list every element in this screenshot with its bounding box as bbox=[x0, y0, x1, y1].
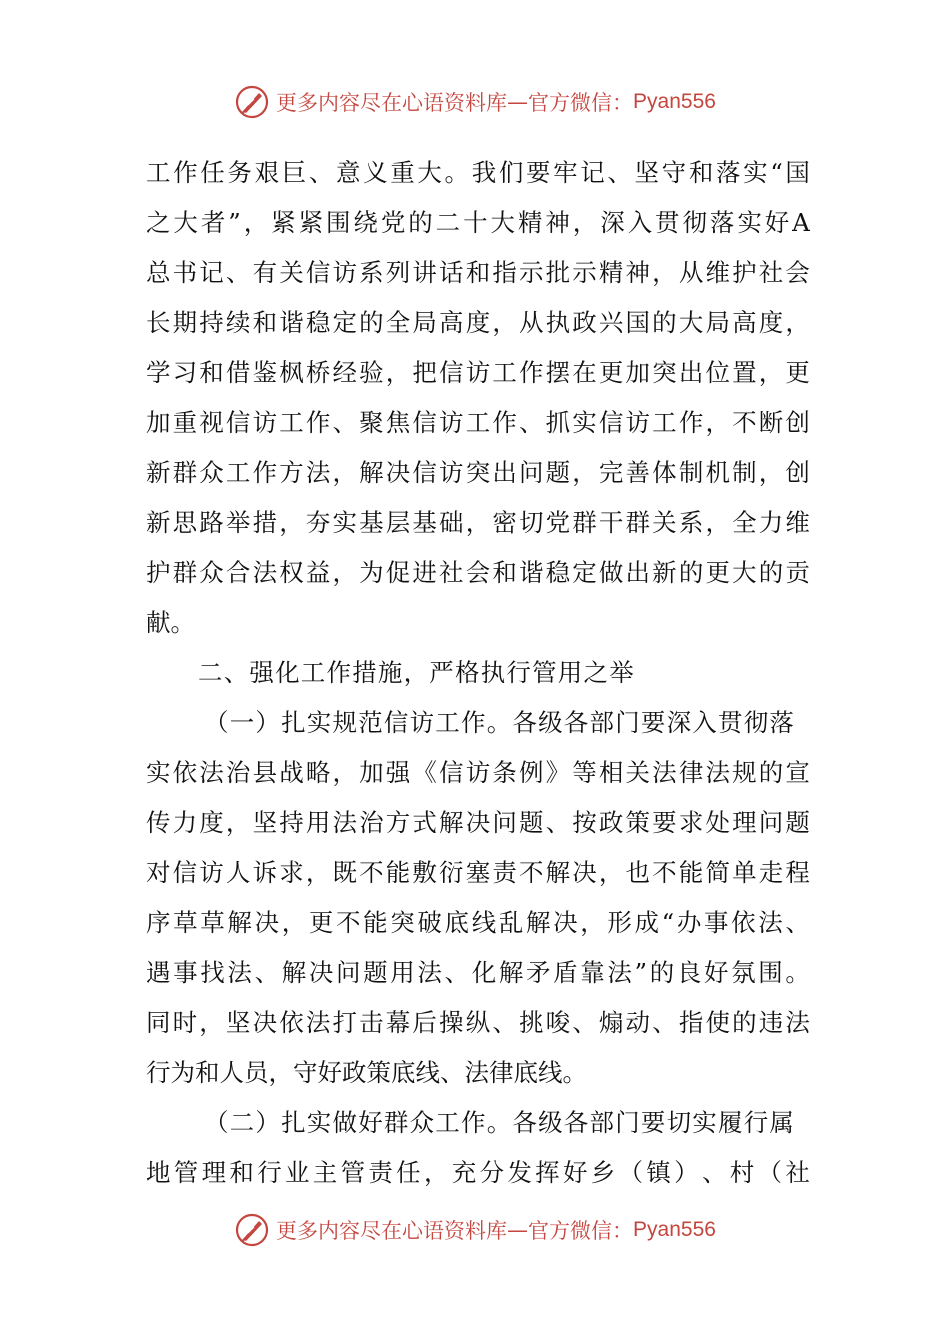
text-line: 总 书 记 、 有 关 信 访 系 列 讲 话 和 指 示 批 示 精 神 ， 从 维 护 社 会 bbox=[146, 258, 810, 287]
text-line: 护 群 众 合 法 权 益 ， 为 促 进 社 会 和 谐 稳 定 做 出 新 的 更 大 的 贡 bbox=[146, 558, 810, 587]
banner-wechat-id: Pyan556 bbox=[633, 1218, 716, 1241]
text-line: 新 群 众 工 作 方 法 ， 解 决 信 访 突 出 问 题 ， 完 善 体 制 机 制 ， 创 bbox=[146, 458, 810, 487]
text-line: 地 管 理 和 行 业 主 管 责 任 ， 充 分 发 挥 好 乡 （ 镇 ） 、 村 （ 社 bbox=[146, 1158, 810, 1187]
text-line: 遇 事 找 法 、 解 决 问 题 用 法 、 化 解 矛 盾 靠 法 ” 的 良 好 氛 围 。 bbox=[146, 958, 810, 987]
text-line: （一）扎实规范信访工作。各级各部门要深入贯彻落 bbox=[204, 708, 796, 737]
quill-pen-logo-icon bbox=[234, 84, 270, 120]
text-line: 新 思 路 举 措 ， 夯 实 基 层 基 础 ， 密 切 党 群 干 群 关 系 ， 全 力 维 bbox=[146, 508, 810, 537]
banner-separator: — bbox=[507, 90, 529, 114]
text-line: 对 信 访 人 诉 求 ， 既 不 能 敷 衍 塞 责 不 解 决 ， 也 不 能 简 单 走 程 bbox=[146, 858, 810, 887]
banner-label: 官方微信： bbox=[528, 91, 634, 115]
section-heading: 二、强化工作措施，严格执行管用之举 bbox=[198, 658, 635, 687]
text-line: 序 草 草 解 决 ， 更 不 能 突 破 底 线 乱 解 决 ， 形 成 “ 办 事 依 法 、 bbox=[146, 908, 810, 937]
text-line: （二）扎实做好群众工作。各级各部门要切实履行属 bbox=[204, 1108, 796, 1137]
banner-wechat-id: Pyan556 bbox=[633, 90, 716, 113]
header-banner bbox=[0, 82, 950, 122]
text-line: 之 大 者 ” ， 紧 紧 围 绕 党 的 二 十 大 精 神 ， 深 入 贯 彻 落 实 好 A bbox=[146, 208, 810, 237]
text-line: 工 作 任 务 艰 巨 、 意 义 重 大 。 我 们 要 牢 记 、 坚 守 和 落 实 “ 国 bbox=[146, 158, 810, 187]
banner-title: 更多内容尽在心语资料库 bbox=[276, 1219, 508, 1243]
text-line: 献。 bbox=[146, 608, 195, 637]
footer-banner bbox=[0, 1210, 950, 1250]
text-line: 加 重 视 信 访 工 作 、 聚 焦 信 访 工 作 、 抓 实 信 访 工 作 ， 不 断 创 bbox=[146, 408, 810, 437]
text-line: 学 习 和 借 鉴 枫 桥 经 验 ， 把 信 访 工 作 摆 在 更 加 突 出 位 置 ， 更 bbox=[146, 358, 810, 387]
text-line: 实 依 法 治 县 战 略 ， 加 强 《 信 访 条 例 》 等 相 关 法 律 法 规 的 宣 bbox=[146, 758, 810, 787]
text-line: 行为和人员，守好政策底线、法律底线。 bbox=[146, 1058, 587, 1087]
text-line: 同 时 ， 坚 决 依 法 打 击 幕 后 操 纵 、 挑 唆 、 煽 动 、 指 使 的 违 法 bbox=[146, 1008, 810, 1037]
banner-title: 更多内容尽在心语资料库 bbox=[276, 91, 508, 115]
text-line: 长 期 持 续 和 谐 稳 定 的 全 局 高 度 ， 从 执 政 兴 国 的 大 局 高 度 ， bbox=[146, 308, 810, 337]
document-body bbox=[146, 148, 810, 1198]
quill-pen-logo-icon bbox=[234, 1212, 270, 1248]
banner-separator: — bbox=[507, 1218, 529, 1242]
banner-label: 官方微信： bbox=[528, 1219, 634, 1243]
text-line: 传 力 度 ， 坚 持 用 法 治 方 式 解 决 问 题 、 按 政 策 要 求 处 理 问 题 bbox=[146, 808, 810, 837]
